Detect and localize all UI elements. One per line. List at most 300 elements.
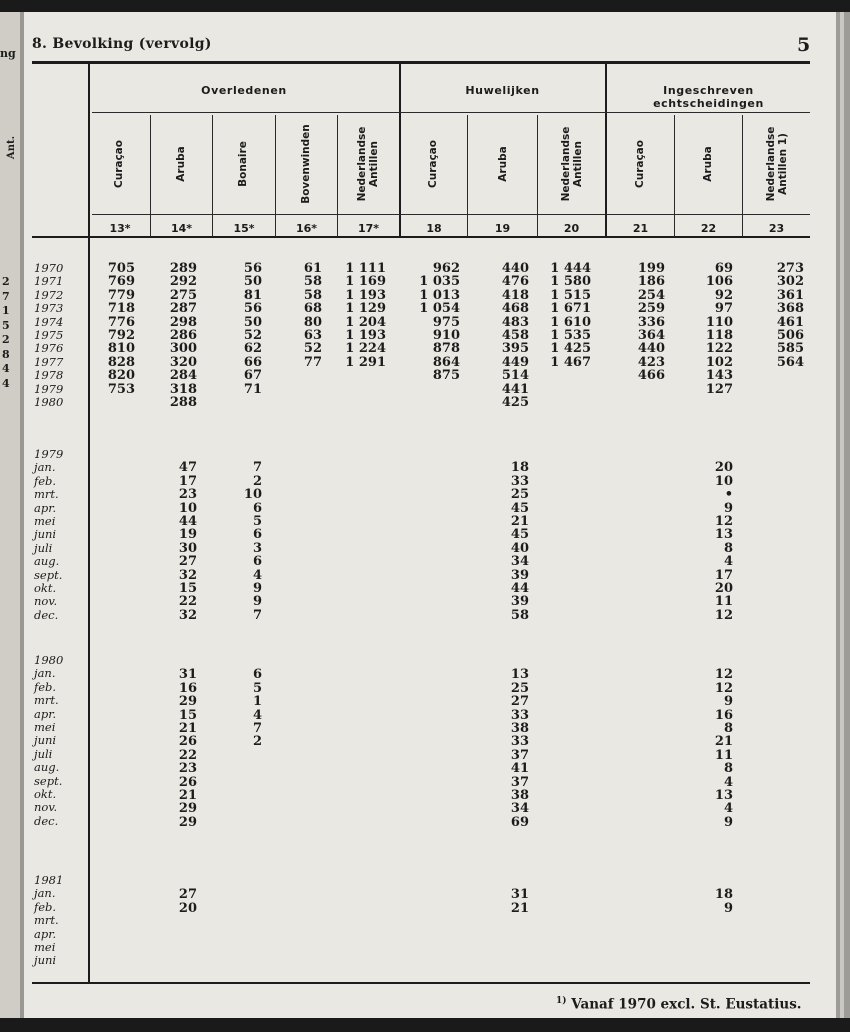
table-cell: 1 129 bbox=[345, 301, 386, 317]
table-cell: 39 bbox=[510, 594, 529, 610]
table-cell: 34 bbox=[510, 554, 529, 570]
table-cell: 68 bbox=[303, 301, 322, 317]
table-cell: 468 bbox=[501, 301, 529, 317]
adjacent-page-fragment bbox=[0, 12, 22, 1022]
month-label: juni bbox=[34, 527, 57, 542]
table-cell: 50 bbox=[243, 274, 262, 290]
year-row-label: 1976 bbox=[34, 341, 64, 356]
table-cell: 25 bbox=[510, 487, 529, 503]
table-cell bbox=[137, 929, 197, 942]
table-cell: 16 bbox=[178, 680, 197, 696]
month-label: mrt. bbox=[34, 487, 59, 502]
table-cell: 458 bbox=[501, 327, 529, 343]
table-cell: 4 bbox=[252, 567, 262, 583]
table-cell: 22 bbox=[178, 747, 197, 763]
table-cell: 23 bbox=[178, 487, 197, 503]
table-cell: 864 bbox=[432, 354, 460, 370]
table-cell: 6 bbox=[252, 500, 262, 516]
group-label-huwelijken: Huwelijken bbox=[465, 84, 540, 97]
table-cell: 1 467 bbox=[550, 354, 591, 370]
table-cell: 4 bbox=[723, 774, 733, 790]
table-cell: 20 bbox=[178, 900, 197, 916]
table-cell bbox=[326, 369, 386, 382]
table-cell: 275 bbox=[169, 287, 197, 303]
col-header-nedant-echtscheidingen: Nederlandse Antillen 1) bbox=[765, 126, 789, 202]
table-cell bbox=[531, 369, 591, 382]
table-cell: 10 bbox=[714, 473, 733, 489]
table-cell: 441 bbox=[501, 381, 529, 397]
table-cell bbox=[202, 762, 262, 775]
section-title: 8. Bevolking (vervolg) bbox=[32, 36, 212, 52]
col-header-curacao-echtscheidingen: Curaçao bbox=[634, 140, 646, 188]
column-c22 bbox=[673, 888, 733, 968]
adjacent-page-number: 2 bbox=[2, 275, 10, 288]
year-row-label: 1977 bbox=[34, 354, 64, 369]
col-header-bovenwinden-overleden: Bovenwinden bbox=[300, 124, 312, 204]
table-cell: 4 bbox=[723, 554, 733, 570]
table-cell: 7 bbox=[252, 460, 262, 476]
col-number: 21 bbox=[632, 222, 649, 235]
column-c13 bbox=[75, 262, 135, 409]
table-cell: 1 444 bbox=[550, 261, 591, 276]
table-cell bbox=[202, 802, 262, 815]
adjacent-page-number: 4 bbox=[2, 362, 10, 375]
table-cell: 9 bbox=[252, 580, 262, 596]
table-cell: 12 bbox=[714, 667, 733, 683]
month-label: sept. bbox=[34, 773, 63, 788]
table-cell: 9 bbox=[723, 814, 733, 830]
table-cell bbox=[673, 396, 733, 409]
table-cell: 506 bbox=[776, 327, 804, 343]
adjacent-page-number: 8 bbox=[2, 347, 10, 361]
table-cell: 820 bbox=[107, 368, 135, 384]
table-cell: 6 bbox=[252, 667, 262, 683]
col-number: 17* bbox=[357, 222, 380, 235]
table-cell: 962 bbox=[432, 261, 460, 276]
col-number: 14* bbox=[170, 222, 193, 235]
table-cell bbox=[744, 396, 804, 409]
col-sep bbox=[275, 115, 276, 237]
bottom-rule bbox=[32, 982, 810, 984]
month-label: apr. bbox=[34, 926, 57, 941]
month-label: mei bbox=[34, 514, 56, 529]
month-label: sept. bbox=[34, 567, 63, 582]
table-cell bbox=[262, 396, 322, 409]
table-cell bbox=[469, 915, 529, 928]
table-cell: 39 bbox=[510, 567, 529, 583]
table-cell bbox=[744, 383, 804, 396]
column-c17 bbox=[326, 262, 386, 409]
table-cell: 80 bbox=[303, 314, 322, 330]
table-cell: 1 193 bbox=[345, 287, 386, 303]
table-cell: 564 bbox=[776, 354, 804, 370]
column-c15 bbox=[202, 262, 262, 409]
month-label: jan. bbox=[34, 460, 56, 475]
table-cell: 21 bbox=[510, 900, 529, 916]
month-label: jan. bbox=[34, 886, 56, 901]
table-cell: 361 bbox=[776, 287, 804, 303]
col-header-aruba-echtscheidingen: Aruba bbox=[702, 146, 714, 182]
table-cell: 32 bbox=[178, 607, 197, 623]
table-cell: 71 bbox=[243, 381, 262, 397]
col-sep bbox=[467, 115, 468, 237]
table-cell bbox=[202, 789, 262, 802]
year-row-label: 1978 bbox=[34, 368, 64, 383]
table-cell bbox=[262, 369, 322, 382]
table-cell bbox=[744, 369, 804, 382]
table-cell bbox=[75, 396, 135, 409]
month-label: feb. bbox=[34, 679, 57, 694]
table-cell: 26 bbox=[178, 734, 197, 750]
column-c14 bbox=[137, 461, 197, 622]
table-cell: 199 bbox=[637, 261, 665, 276]
year-row-label: 1971 bbox=[34, 274, 64, 289]
table-cell: 21 bbox=[178, 787, 197, 803]
table-cell: 29 bbox=[178, 694, 197, 710]
column-c22 bbox=[673, 262, 733, 409]
table-cell: 5 bbox=[252, 680, 262, 696]
table-cell: 61 bbox=[303, 261, 322, 276]
table-cell: 56 bbox=[243, 301, 262, 317]
table-cell: 15 bbox=[178, 707, 197, 723]
table-cell: 975 bbox=[432, 314, 460, 330]
table-cell bbox=[262, 383, 322, 396]
table-cell: 7 bbox=[252, 720, 262, 736]
table-cell: 13 bbox=[510, 667, 529, 683]
table-cell: 13 bbox=[714, 527, 733, 543]
table-cell: 1 bbox=[252, 694, 262, 710]
table-cell: 15 bbox=[178, 580, 197, 596]
table-cell: 1 204 bbox=[345, 314, 386, 330]
table-cell: 29 bbox=[178, 814, 197, 830]
table-cell bbox=[137, 942, 197, 955]
table-cell: 118 bbox=[705, 327, 733, 343]
col-header-aruba-huwelijken: Aruba bbox=[497, 146, 509, 182]
table-cell: 41 bbox=[510, 761, 529, 777]
table-cell: 828 bbox=[107, 354, 135, 370]
table-cell bbox=[605, 396, 665, 409]
table-cell: 273 bbox=[776, 261, 804, 276]
month-label: feb. bbox=[34, 473, 57, 488]
table-cell bbox=[469, 929, 529, 942]
table-cell: 1 671 bbox=[550, 301, 591, 317]
year-row-label: 1973 bbox=[34, 301, 64, 316]
table-cell: 97 bbox=[714, 301, 733, 317]
column-c15 bbox=[202, 461, 262, 622]
table-cell: 52 bbox=[303, 341, 322, 357]
month-label: apr. bbox=[34, 500, 57, 515]
table-cell: 29 bbox=[178, 801, 197, 817]
table-cell: 1 169 bbox=[345, 274, 386, 290]
column-c19 bbox=[469, 461, 529, 622]
month-label: feb. bbox=[34, 899, 57, 914]
table-cell: 11 bbox=[714, 594, 733, 610]
table-cell: 21 bbox=[510, 513, 529, 529]
column-c20 bbox=[531, 262, 591, 409]
month-label: mei bbox=[34, 720, 56, 735]
table-cell: 143 bbox=[705, 368, 733, 384]
column-c23 bbox=[744, 262, 804, 409]
table-cell: 336 bbox=[637, 314, 665, 330]
table-cell: 122 bbox=[705, 341, 733, 357]
table-cell: 33 bbox=[510, 473, 529, 489]
table-cell: 21 bbox=[714, 734, 733, 750]
table-cell: 45 bbox=[510, 527, 529, 543]
column-c22 bbox=[673, 668, 733, 829]
month-label: apr. bbox=[34, 706, 57, 721]
adjacent-page-number: 5 bbox=[2, 318, 10, 332]
table-cell bbox=[326, 396, 386, 409]
table-cell: 289 bbox=[169, 261, 197, 276]
table-cell: 23 bbox=[178, 761, 197, 777]
table-cell: 40 bbox=[510, 540, 529, 556]
adjacent-page-rotated-label: Ant. bbox=[6, 135, 18, 160]
table-cell: 440 bbox=[501, 261, 529, 276]
month-label: nov. bbox=[34, 594, 58, 609]
month-label: mrt. bbox=[34, 913, 59, 928]
column-name-underline bbox=[92, 214, 810, 215]
table-cell: 33 bbox=[510, 734, 529, 750]
col-number: 20 bbox=[563, 222, 580, 235]
table-cell: 1 111 bbox=[345, 261, 386, 276]
table-cell bbox=[673, 915, 733, 928]
col-sep bbox=[537, 115, 538, 237]
table-cell bbox=[400, 383, 460, 396]
table-cell: 514 bbox=[501, 368, 529, 384]
col-header-nedant-huwelijken: Nederlandse Antillen bbox=[560, 126, 584, 202]
col-number: 16* bbox=[295, 222, 318, 235]
month-label: jan. bbox=[34, 666, 56, 681]
top-rule bbox=[32, 61, 810, 64]
table-cell: 27 bbox=[178, 554, 197, 570]
adjacent-page-number: 1 bbox=[2, 304, 10, 317]
table-cell: 56 bbox=[243, 261, 262, 276]
table-cell: 38 bbox=[510, 720, 529, 736]
column-c18 bbox=[400, 262, 460, 409]
month-label: juli bbox=[34, 746, 53, 761]
month-label: okt. bbox=[34, 581, 57, 596]
column-c19 bbox=[469, 668, 529, 829]
table-cell: 8 bbox=[723, 720, 733, 736]
table-cell: 1 035 bbox=[419, 274, 460, 290]
table-cell: 45 bbox=[510, 500, 529, 516]
column-c22 bbox=[673, 461, 733, 622]
table-cell: 69 bbox=[510, 814, 529, 830]
year-label: 1980 bbox=[34, 653, 64, 667]
table-cell: 21 bbox=[178, 720, 197, 736]
month-label: mrt. bbox=[34, 693, 59, 708]
col-header-curacao-overleden: Curaçao bbox=[113, 140, 125, 188]
table-cell: 186 bbox=[637, 274, 665, 290]
table-cell: 440 bbox=[637, 341, 665, 357]
table-cell bbox=[531, 396, 591, 409]
table-cell: 286 bbox=[169, 327, 197, 343]
table-cell: 47 bbox=[178, 460, 197, 476]
table-cell: 1 013 bbox=[419, 287, 460, 303]
column-c14 bbox=[137, 888, 197, 968]
col-number: 19 bbox=[494, 222, 511, 235]
table-cell bbox=[531, 383, 591, 396]
year-row-label: 1970 bbox=[34, 261, 64, 275]
table-cell: 1 515 bbox=[550, 287, 591, 303]
table-cell: 33 bbox=[510, 707, 529, 723]
table-cell: 466 bbox=[637, 368, 665, 384]
col-number: 23 bbox=[768, 222, 785, 235]
table-cell: 585 bbox=[776, 341, 804, 357]
table-cell: 69 bbox=[714, 261, 733, 276]
adjacent-page-number: 4 bbox=[2, 376, 10, 390]
table-cell: 58 bbox=[510, 607, 529, 623]
table-cell: 302 bbox=[776, 274, 804, 290]
year-row-label: 1974 bbox=[34, 314, 64, 329]
month-label: nov. bbox=[34, 800, 58, 815]
table-cell: 395 bbox=[501, 341, 529, 357]
table-cell: 810 bbox=[107, 341, 135, 357]
table-cell: 776 bbox=[107, 314, 135, 330]
col-header-aruba-overleden: Aruba bbox=[175, 146, 187, 182]
table-cell: 7 bbox=[252, 607, 262, 623]
table-cell: 27 bbox=[510, 694, 529, 710]
table-cell: 13 bbox=[714, 787, 733, 803]
adjacent-page-number: 7 bbox=[2, 289, 10, 303]
table-cell: 110 bbox=[705, 314, 733, 330]
table-cell: 18 bbox=[714, 887, 733, 903]
table-cell: 27 bbox=[178, 887, 197, 903]
table-cell bbox=[605, 383, 665, 396]
table-cell: 9 bbox=[252, 594, 262, 610]
table-cell: 1 054 bbox=[419, 301, 460, 317]
col-number: 18 bbox=[426, 222, 442, 235]
table-cell bbox=[202, 816, 262, 829]
col-number: 13* bbox=[109, 222, 131, 235]
footnote-marker: 1) bbox=[556, 996, 567, 1006]
table-cell bbox=[400, 396, 460, 409]
table-cell: 9 bbox=[723, 900, 733, 916]
table-cell: 705 bbox=[107, 261, 135, 276]
table-cell: 22 bbox=[178, 594, 197, 610]
col-sep bbox=[674, 115, 675, 237]
table-cell: 259 bbox=[637, 301, 665, 317]
table-cell: 9 bbox=[723, 500, 733, 516]
table-cell: 12 bbox=[714, 513, 733, 529]
group-label-overledenen: Overledenen bbox=[201, 84, 287, 97]
table-cell bbox=[202, 749, 262, 762]
page-edge-highlight bbox=[840, 12, 844, 1022]
month-label: juni bbox=[34, 953, 57, 968]
table-cell: 878 bbox=[432, 341, 460, 357]
table-cell: 32 bbox=[178, 567, 197, 583]
table-cell: 483 bbox=[501, 314, 529, 330]
table-cell: 31 bbox=[510, 887, 529, 903]
table-cell: 92 bbox=[714, 287, 733, 303]
month-label: okt. bbox=[34, 787, 57, 802]
table-cell: • bbox=[724, 487, 733, 503]
footnote-text: Vanaf 1970 excl. St. Eustatius. bbox=[571, 996, 802, 1013]
table-cell: 37 bbox=[510, 774, 529, 790]
table-cell: 63 bbox=[303, 327, 322, 343]
table-cell: 31 bbox=[178, 667, 197, 683]
table-cell: 1 535 bbox=[550, 327, 591, 343]
table-cell: 284 bbox=[169, 368, 197, 384]
column-c14 bbox=[137, 668, 197, 829]
col-sep bbox=[212, 115, 213, 237]
table-cell: 81 bbox=[243, 287, 262, 303]
month-label: dec. bbox=[34, 813, 59, 828]
table-cell: 50 bbox=[243, 314, 262, 330]
month-label: mei bbox=[34, 940, 56, 955]
table-cell: 58 bbox=[303, 274, 322, 290]
col-sep bbox=[337, 115, 338, 237]
table-cell: 11 bbox=[714, 747, 733, 763]
table-cell: 718 bbox=[107, 301, 135, 317]
table-cell: 300 bbox=[169, 341, 197, 357]
table-cell: 44 bbox=[178, 513, 197, 529]
month-label: dec. bbox=[34, 607, 59, 622]
table-cell: 30 bbox=[178, 540, 197, 556]
table-cell bbox=[137, 955, 197, 968]
col-number: 22 bbox=[700, 222, 717, 235]
table-cell: 25 bbox=[510, 680, 529, 696]
table-cell: 38 bbox=[510, 787, 529, 803]
table-cell: 910 bbox=[432, 327, 460, 343]
table-cell: 5 bbox=[252, 513, 262, 529]
col-sep bbox=[742, 115, 743, 237]
year-row-label: 1980 bbox=[34, 395, 64, 410]
table-cell: 1 291 bbox=[345, 354, 386, 370]
table-cell: 20 bbox=[714, 460, 733, 476]
column-c21 bbox=[605, 262, 665, 409]
col-header-bonaire-overleden: Bonaire bbox=[237, 141, 249, 187]
table-cell: 2 bbox=[252, 734, 262, 750]
table-cell: 34 bbox=[510, 801, 529, 817]
year-row-label: 1979 bbox=[34, 381, 64, 396]
table-cell: 298 bbox=[169, 314, 197, 330]
month-label: aug. bbox=[34, 760, 60, 775]
table-cell: 753 bbox=[107, 381, 135, 397]
table-cell: 1 610 bbox=[550, 314, 591, 330]
table-cell: 67 bbox=[243, 368, 262, 384]
table-cell: 17 bbox=[714, 567, 733, 583]
table-cell: 287 bbox=[169, 301, 197, 317]
table-cell: 8 bbox=[723, 540, 733, 556]
table-cell: 1 193 bbox=[345, 327, 386, 343]
col-header-nedant-overleden: Nederlandse Antillen bbox=[356, 126, 380, 202]
table-cell: 44 bbox=[510, 580, 529, 596]
group-label-echtscheidingen: Ingeschreven echtscheidingen bbox=[653, 84, 764, 110]
table-cell bbox=[673, 955, 733, 968]
table-cell: 106 bbox=[705, 274, 733, 290]
row-label-block bbox=[34, 654, 90, 828]
column-c19 bbox=[469, 262, 529, 409]
row-label-block bbox=[34, 448, 90, 622]
column-c16 bbox=[262, 262, 322, 409]
adjacent-page-number: 2 bbox=[2, 333, 10, 346]
table-cell: 288 bbox=[169, 394, 197, 410]
table-cell: 66 bbox=[243, 354, 262, 370]
year-label: 1979 bbox=[34, 447, 64, 461]
table-cell: 10 bbox=[178, 500, 197, 516]
table-cell: 6 bbox=[252, 554, 262, 570]
page-number: 5 bbox=[797, 34, 811, 56]
table-cell: 792 bbox=[107, 327, 135, 343]
table-cell: 875 bbox=[432, 368, 460, 384]
col-number: 15* bbox=[233, 222, 255, 235]
table-cell bbox=[673, 942, 733, 955]
table-cell: 2 bbox=[252, 473, 262, 489]
month-label: juli bbox=[34, 540, 53, 555]
table-cell: 769 bbox=[107, 274, 135, 290]
table-cell: 1 580 bbox=[550, 274, 591, 290]
